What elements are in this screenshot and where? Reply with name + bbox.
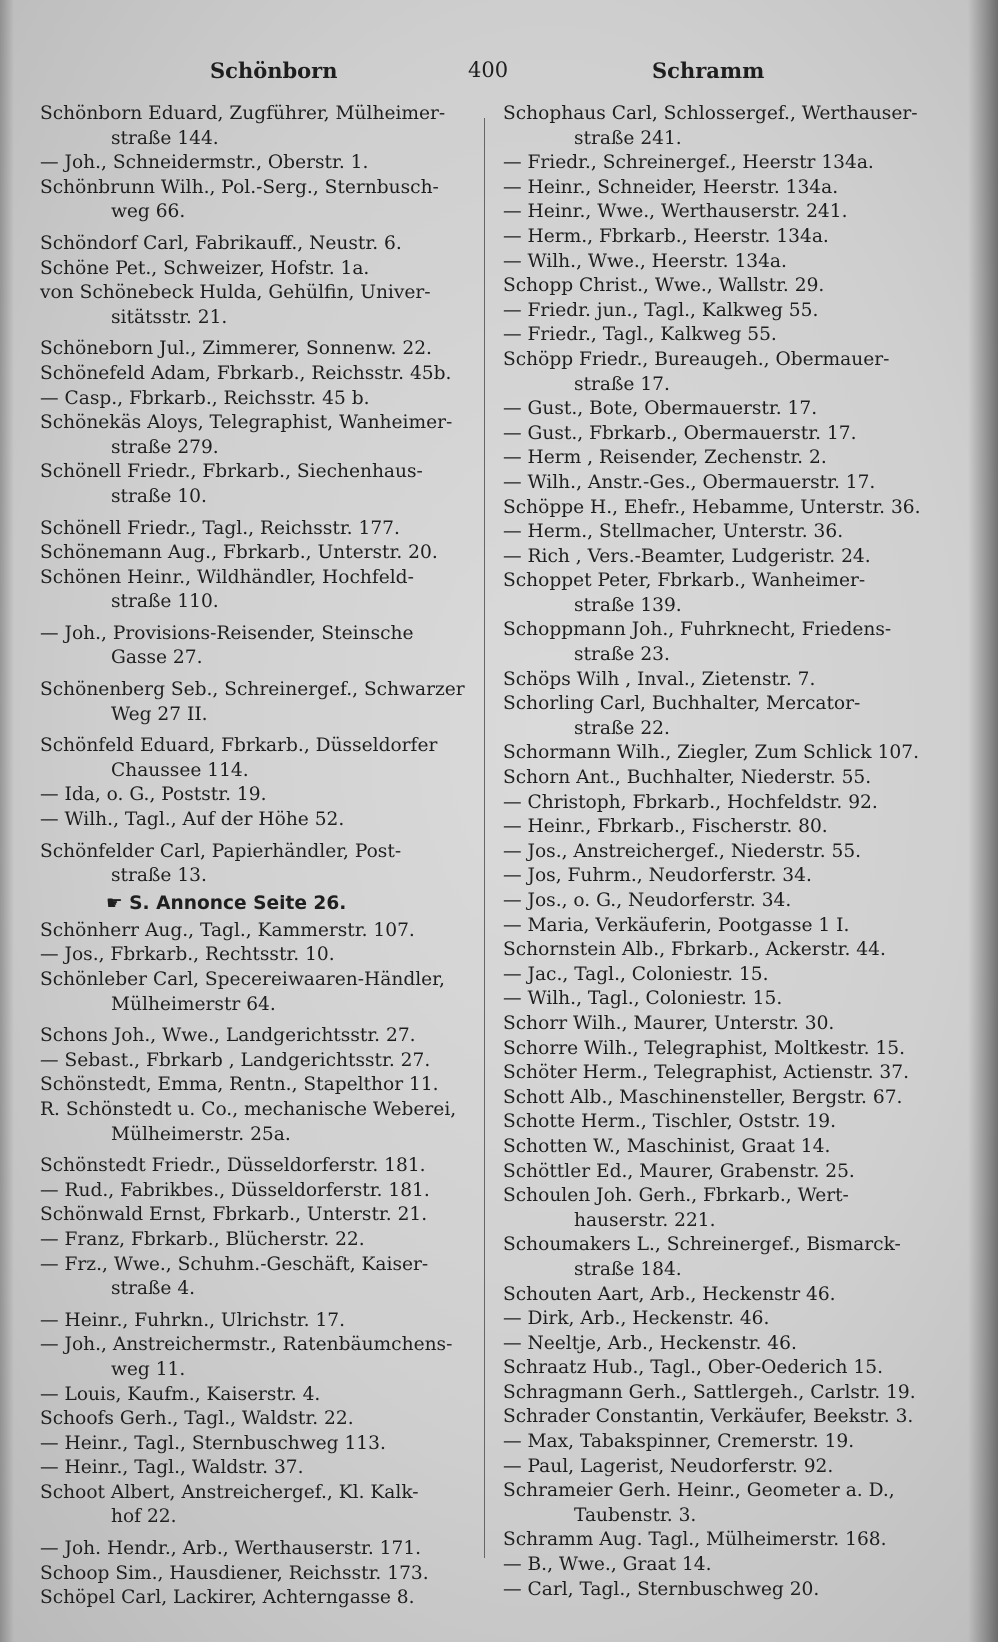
entry-line: Schöttler Ed., Maurer, Grabenstr. 25.: [503, 1160, 855, 1182]
entry-line: Schopp Christ., Wwe., Wallstr. 29.: [503, 275, 825, 297]
entry-line: — Friedr. jun., Tagl., Kalkweg 55.: [503, 299, 819, 321]
entry-line: — Paul, Lagerist, Neudorferstr. 92.: [503, 1455, 834, 1477]
entry-line: — Wilh., Tagl., Auf der Höhe 52.: [40, 809, 345, 831]
entry-line: Schönwald Ernst, Fbrkarb., Unterstr. 21.: [40, 1204, 428, 1226]
entry-line: Schönherr Aug., Tagl., Kammerstr. 107.: [40, 919, 415, 941]
entry-line: — Joh., Anstreichermstr., Ratenbäumchens-: [40, 1334, 453, 1356]
entry-line: Schöne Pet., Schweizer, Hofstr. 1a.: [40, 257, 370, 279]
entry-line: — Rud., Fabrikbes., Düsseldorferstr. 181.: [40, 1179, 430, 1201]
entry-line: — Jac., Tagl., Coloniestr. 15.: [503, 963, 769, 985]
entry-line: — Heinr., Fuhrkn., Ulrichstr. 17.: [40, 1309, 346, 1331]
entry-line: — Dirk, Arb., Heckenstr. 46.: [503, 1308, 770, 1330]
entry-continuation: sitätsstr. 21.: [111, 306, 228, 328]
entry-line: Schoop Sim., Hausdiener, Reichsstr. 173.: [40, 1562, 429, 1584]
entry-line: Schönstedt Friedr., Düsseldorferstr. 181.: [40, 1155, 426, 1177]
entry-line: Schönborn Eduard, Zugführer, Mülheimer-: [40, 103, 446, 124]
entry-line: — Heinr., Wwe., Werthauserstr. 241.: [503, 201, 848, 223]
entry-line: — Heinr., Tagl., Sternbuschweg 113.: [40, 1432, 386, 1454]
entry-continuation: straße 279.: [111, 436, 219, 458]
entry-line: — Maria, Verkäuferin, Pootgasse 1 I.: [503, 914, 850, 936]
entry-line: — Neeltje, Arb., Heckenstr. 46.: [503, 1332, 797, 1354]
entry-line: Schophaus Carl, Schlossergef., Werthauser-: [503, 103, 918, 124]
entry-line: — Wilh., Tagl., Coloniestr. 15.: [503, 988, 783, 1010]
entry-line: Schoot Albert, Anstreichergef., Kl. Kalk-: [40, 1481, 419, 1503]
entry-line: Schons Joh., Wwe., Landgerichtsstr. 27.: [40, 1025, 416, 1047]
entry-line: Schönbrunn Wilh., Pol.-Serg., Sternbusch-: [40, 176, 439, 198]
entry-line: von Schönebeck Hulda, Gehülfin, Univer-: [40, 282, 431, 304]
pointing-hand-icon: ☛: [106, 892, 123, 914]
entry-line: Schoofs Gerh., Tagl., Waldstr. 22.: [40, 1408, 354, 1430]
entry-continuation: straße 23.: [574, 644, 670, 666]
entry-continuation: weg 66.: [111, 201, 186, 223]
right-column: [503, 102, 923, 1602]
entry-line: — Christoph, Fbrkarb., Hochfeldstr. 92.: [503, 791, 878, 813]
entry-line: — Ida, o. G., Poststr. 19.: [40, 784, 267, 806]
entry-continuation: Weg 27 II.: [111, 703, 208, 725]
entry-line: Schott Alb., Maschinensteller, Bergstr. 67.: [503, 1086, 903, 1108]
entry-continuation: straße 110.: [111, 591, 219, 613]
entry-line: Schönell Friedr., Fbrkarb., Siechenhaus-: [40, 461, 423, 483]
entry-line: — Carl, Tagl., Sternbuschweg 20.: [503, 1578, 820, 1600]
entry-line: Schönleber Carl, Specereiwaaren-Händler,: [40, 969, 445, 990]
entry-line: Schönemann Aug., Fbrkarb., Unterstr. 20.: [40, 542, 438, 564]
entry-line: — Heinr., Tagl., Waldstr. 37.: [40, 1457, 304, 1479]
column-divider: [484, 118, 485, 1558]
entry-line: Schöps Wilh , Inval., Zietenstr. 7.: [503, 668, 816, 690]
entry-continuation: straße 13.: [111, 865, 207, 887]
entry-continuation: Mülheimerstr 64.: [111, 993, 276, 1015]
entry-line: Schönekäs Aloys, Telegraphist, Wanheimer-: [40, 412, 453, 434]
entry-continuation: straße 10.: [111, 485, 207, 507]
annonce-text: S. Annonce Seite 26.: [129, 892, 347, 914]
entry-line: — Wilh., Wwe., Heerstr. 134a.: [503, 250, 787, 272]
entry-continuation: straße 139.: [574, 594, 682, 616]
entry-line: Schoppmann Joh., Fuhrknecht, Friedens-: [503, 619, 892, 641]
entry-line: Schorr Wilh., Maurer, Unterstr. 30.: [503, 1012, 835, 1034]
entry-line: — Gust., Bote, Obermauerstr. 17.: [503, 398, 818, 420]
entry-line: Schoulen Joh. Gerh., Fbrkarb., Wert-: [503, 1185, 849, 1207]
entry-line: Schrameier Gerh. Heinr., Geometer a. D.,: [503, 1480, 895, 1502]
entry-line: — Herm., Stellmacher, Unterstr. 36.: [503, 521, 844, 543]
entry-line: Schoppet Peter, Fbrkarb., Wanheimer-: [503, 570, 866, 592]
page-number: 400: [468, 58, 509, 82]
entry-line: — Jos., o. G., Neudorferstr. 34.: [503, 890, 792, 911]
entry-continuation: straße 22.: [574, 717, 670, 739]
entry-line: — Max, Tabakspinner, Cremerstr. 19.: [503, 1431, 855, 1453]
entry-continuation: hof 22.: [111, 1506, 177, 1528]
entry-line: — Heinr., Schneider, Heerstr. 134a.: [503, 176, 839, 198]
entry-line: Schormann Wilh., Ziegler, Zum Schlick 107.: [503, 742, 920, 764]
entry-line: Schoumakers L., Schreinergef., Bismarck-: [503, 1234, 901, 1256]
entry-line: — Wilh., Anstr.-Ges., Obermauerstr. 17.: [503, 471, 876, 493]
entry-line: Schöter Herm., Telegraphist, Actienstr. 37.: [503, 1062, 910, 1084]
left-column: [40, 102, 470, 1611]
entry-line: — Friedr., Schreinergef., Heerstr 134a.: [503, 152, 874, 174]
entry-line: Schönell Friedr., Tagl., Reichsstr. 177.: [40, 517, 400, 539]
entry-line: Schönen Heinr., Wildhändler, Hochfeld-: [40, 566, 414, 588]
entry-line: — Frz., Wwe., Schuhm.-Geschäft, Kaiser-: [40, 1253, 429, 1275]
entry-line: Schönefeld Adam, Fbrkarb., Reichsstr. 45b.: [40, 362, 452, 384]
running-head-right: Schramm: [652, 58, 765, 83]
entry-line: Schöndorf Carl, Fabrikauff., Neustr. 6.: [40, 232, 402, 254]
entry-continuation: Chaussee 114.: [111, 759, 249, 781]
entry-line: Schornstein Alb., Fbrkarb., Ackerstr. 44.: [503, 939, 886, 961]
entry-line: — Gust., Fbrkarb., Obermauerstr. 17.: [503, 422, 857, 444]
entry-line: — Rich , Vers.-Beamter, Ludgeristr. 24.: [503, 545, 871, 567]
entry-continuation: straße 184.: [574, 1258, 682, 1280]
running-head-left: Schönborn: [210, 58, 338, 83]
entry-line: Schönfelder Carl, Papierhändler, Post-: [40, 840, 402, 862]
entry-line: Schöpp Friedr., Bureaugeh., Obermauer-: [503, 348, 890, 370]
entry-line: Schrader Constantin, Verkäufer, Beekstr. 3.: [503, 1406, 914, 1428]
entry-line: Schramm Aug. Tagl., Mülheimerstr. 168.: [503, 1529, 887, 1551]
entry-line: — Jos, Fuhrm., Neudorferstr. 34.: [503, 865, 812, 887]
entry-line: — Sebast., Fbrkarb , Landgerichtsstr. 27.: [40, 1049, 431, 1071]
entry-continuation: straße 4.: [111, 1278, 196, 1300]
entry-line: Schönenberg Seb., Schreinergef., Schwarzer: [40, 679, 465, 701]
entry-line: — Jos., Fbrkarb., Rechtsstr. 10.: [40, 944, 335, 966]
entry-line: — Joh., Provisions-Reisender, Steinsche: [40, 622, 414, 644]
entry-line: Schraatz Hub., Tagl., Ober-Oederich 15.: [503, 1357, 883, 1379]
entry-line: R. Schönstedt u. Co., mechanische Weberei,: [40, 1098, 457, 1120]
entry-line: — Jos., Anstreichergef., Niederstr. 55.: [503, 840, 862, 862]
entry-line: Schönstedt, Emma, Rentn., Stapelthor 11.: [40, 1074, 439, 1096]
entry-continuation: straße 241.: [574, 127, 682, 149]
entry-line: — B., Wwe., Graat 14.: [503, 1554, 712, 1576]
entry-line: — Joh., Schneidermstr., Oberstr. 1.: [40, 152, 369, 174]
entry-line: — Herm., Fbrkarb., Heerstr. 134a.: [503, 225, 829, 247]
annonce-reference: [40, 889, 470, 919]
entry-line: — Louis, Kaufm., Kaiserstr. 4.: [40, 1383, 321, 1405]
page-edge-shadow-left: [0, 0, 14, 1642]
entry-line: Schotten W., Maschinist, Graat 14.: [503, 1135, 831, 1157]
entry-line: — Joh. Hendr., Arb., Werthauserstr. 171.: [40, 1538, 422, 1560]
entry-line: Schorre Wilh., Telegraphist, Moltkestr. 15.: [503, 1037, 906, 1059]
entry-line: — Heinr., Fbrkarb., Fischerstr. 80.: [503, 816, 828, 838]
entry-line: Schorling Carl, Buchhalter, Mercator-: [503, 693, 861, 715]
entry-continuation: straße 17.: [574, 373, 670, 395]
entry-line: — Casp., Fbrkarb., Reichsstr. 45 b.: [40, 387, 370, 409]
entry-line: Schöppe H., Ehefr., Hebamme, Unterstr. 36.: [503, 496, 921, 518]
entry-line: — Franz, Fbrkarb., Blücherstr. 22.: [40, 1228, 365, 1250]
entry-line: Schöneborn Jul., Zimmerer, Sonnenw. 22.: [40, 338, 432, 360]
page-edge-shadow-right: [968, 0, 998, 1642]
entry-line: — Herm , Reisender, Zechenstr. 2.: [503, 447, 827, 469]
entry-line: Schragmann Gerh., Sattlergeh., Carlstr. 19.: [503, 1381, 916, 1403]
entry-continuation: Taubenstr. 3.: [574, 1504, 697, 1526]
entry-continuation: hauserstr. 221.: [574, 1209, 716, 1231]
entry-line: — Friedr., Tagl., Kalkweg 55.: [503, 324, 777, 346]
entry-continuation: straße 144.: [111, 127, 219, 149]
entry-line: Schöpel Carl, Lackirer, Achterngasse 8.: [40, 1587, 415, 1609]
entry-line: Schönfeld Eduard, Fbrkarb., Düsseldorfer: [40, 735, 438, 757]
entry-continuation: Mülheimerstr. 25a.: [111, 1123, 291, 1145]
entry-line: Schouten Aart, Arb., Heckenstr 46.: [503, 1283, 836, 1305]
entry-continuation: Gasse 27.: [111, 647, 203, 669]
entry-line: Schotte Herm., Tischler, Oststr. 19.: [503, 1111, 837, 1133]
entry-continuation: weg 11.: [111, 1358, 186, 1380]
entry-line: Schorn Ant., Buchhalter, Niederstr. 55.: [503, 767, 872, 789]
